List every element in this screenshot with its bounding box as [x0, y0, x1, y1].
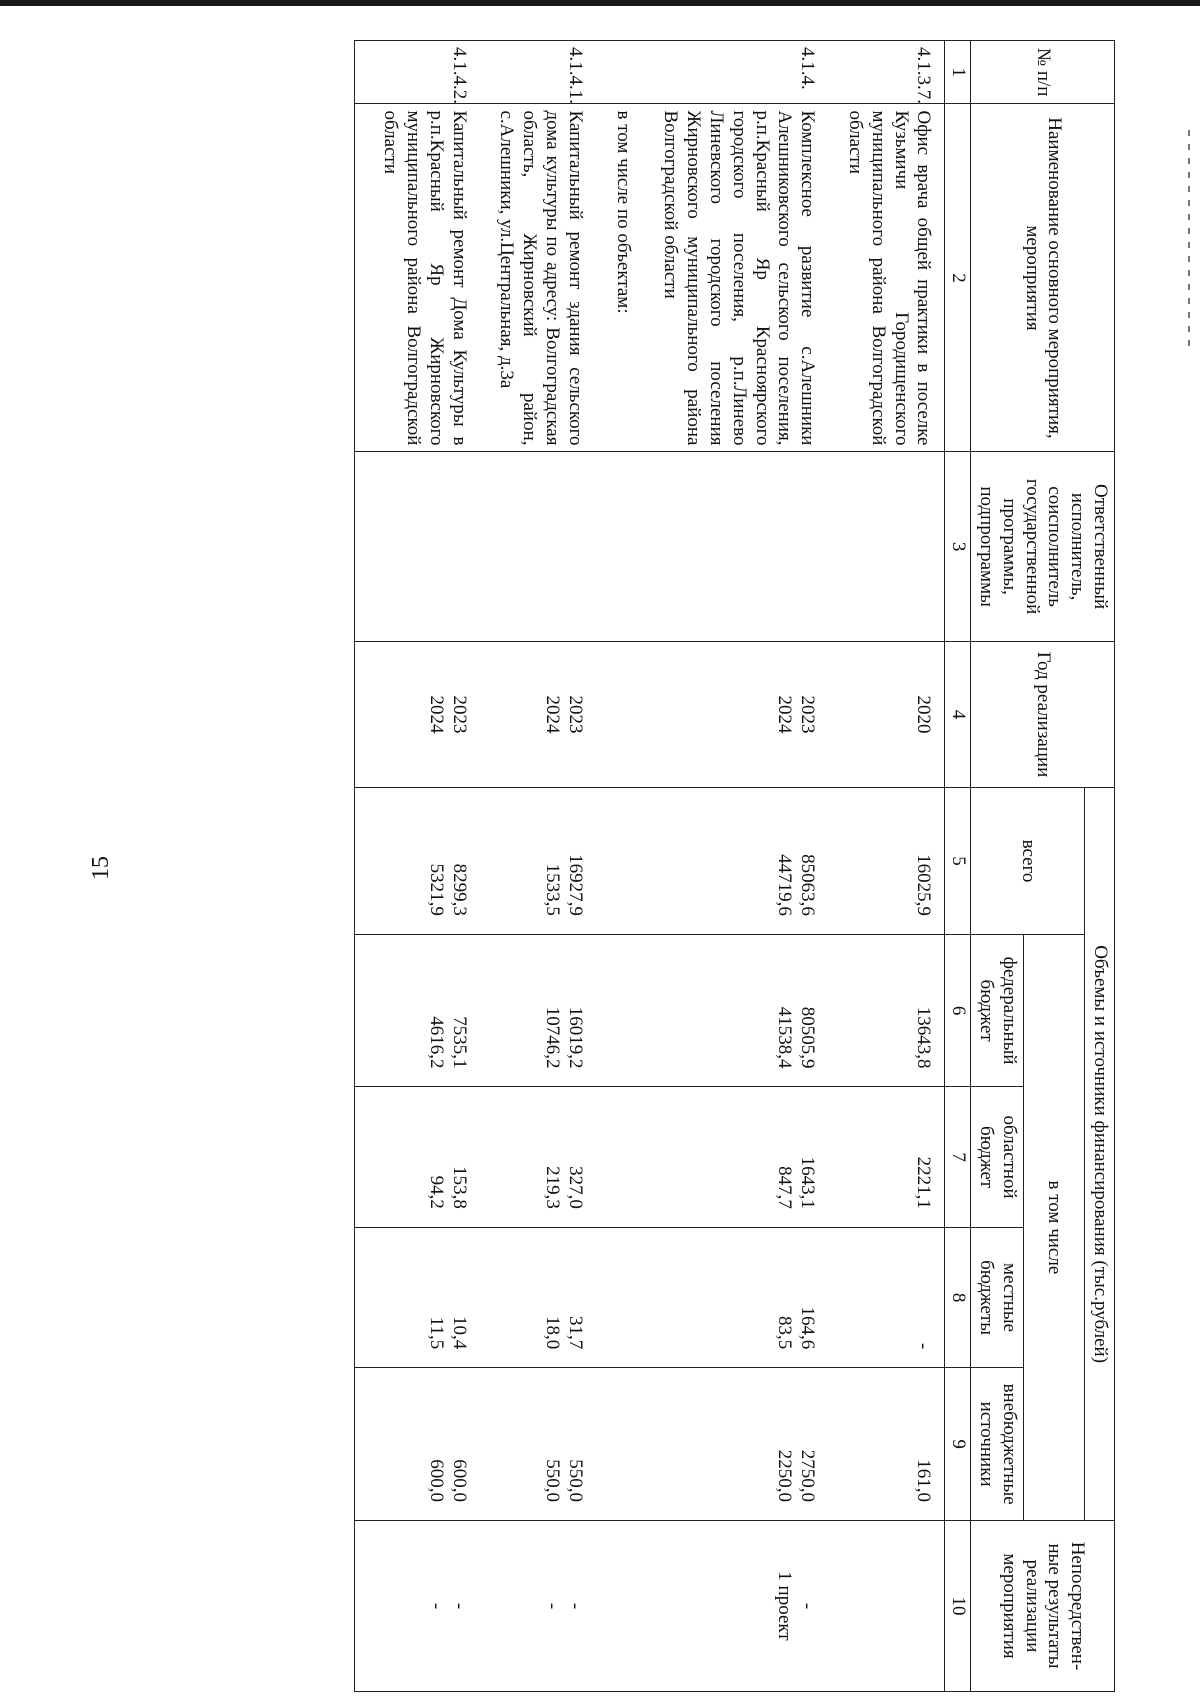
row-number — [608, 41, 656, 104]
header-extra: внебюджетные источники — [971, 1368, 1024, 1521]
cell-extra — [492, 1368, 608, 1521]
header-local: местные бюджеты — [971, 1227, 1024, 1367]
cell-year — [492, 641, 608, 788]
cell-value: 80505,9 — [797, 1006, 819, 1069]
row-executor — [840, 452, 945, 641]
column-number: 10 — [945, 1520, 971, 1691]
scan-edge — [0, 0, 1200, 6]
column-number: 8 — [945, 1227, 971, 1367]
table-filler-row — [355, 41, 376, 1692]
table-row — [375, 41, 491, 1692]
cell-value: - — [797, 1602, 819, 1610]
cell-value: - — [542, 1602, 564, 1610]
cell-value: 85063,6 — [797, 854, 819, 916]
cell-extra — [840, 1368, 945, 1521]
cell-local — [608, 1227, 656, 1367]
cell-results — [608, 1520, 656, 1691]
cell-value: 2250,0 — [774, 1449, 796, 1502]
empty-cell — [355, 41, 376, 104]
cell-total — [375, 788, 491, 935]
cell-value: 4616,2 — [425, 1016, 447, 1069]
cell-regional — [656, 1087, 841, 1227]
cell-federal — [656, 934, 841, 1087]
cell-total — [656, 788, 841, 935]
row-name: Комплексное развитие с.Алешники Алешниковского сельского поселения, р.п.Красный Яр Красноярского городского поселения, р.п.Линево Линевского городского поселения Жирновского муниципального района Волгоградской области — [656, 104, 841, 452]
cell-value: 600,0 — [448, 1459, 470, 1502]
cell-value: - — [425, 1602, 447, 1610]
row-number: 4.1.4.1. — [492, 41, 608, 104]
empty-cell — [355, 788, 376, 935]
header-total: всего — [971, 788, 1085, 935]
empty-cell — [355, 1227, 376, 1367]
row-executor — [492, 452, 608, 641]
cell-value: 153,8 — [448, 1166, 470, 1209]
table-row — [840, 41, 945, 1692]
cell-value: 1 проект — [774, 1571, 796, 1641]
table-row — [608, 41, 656, 1692]
column-number: 6 — [945, 934, 971, 1087]
empty-cell — [355, 1087, 376, 1227]
cell-federal — [492, 934, 608, 1087]
column-number: 4 — [945, 641, 971, 788]
cell-total — [608, 788, 656, 935]
header-no: № п/п — [971, 41, 1115, 104]
row-name: Капитальный ремонт здания сельского дома культуры по адресу: Волгоградская область, Жирновский район, с.Алешники, ул.Центральная, д.3а — [492, 104, 608, 452]
header-federal: федеральный бюджет — [971, 934, 1024, 1087]
column-number-row — [945, 41, 971, 1692]
cell-value: 161,0 — [913, 1459, 935, 1502]
cell-year — [375, 641, 491, 788]
cell-regional — [608, 1087, 656, 1227]
row-executor — [608, 452, 656, 641]
column-number: 7 — [945, 1087, 971, 1227]
cell-value: 2024 — [542, 695, 564, 734]
cell-value: 16025,9 — [913, 854, 935, 916]
cell-value: 2023 — [797, 695, 819, 734]
table-row — [492, 41, 608, 1692]
cell-results — [375, 1520, 491, 1691]
cell-local — [840, 1227, 945, 1367]
row-name: Офис врача общей практики в поселке Кузьмичи Городищенского муниципального района Волгоградской области — [840, 104, 945, 452]
cell-value: 2221,1 — [913, 1156, 935, 1209]
cell-value: 41538,4 — [774, 1006, 796, 1069]
empty-cell — [355, 452, 376, 641]
row-executor — [375, 452, 491, 641]
row-executor — [656, 452, 841, 641]
cell-year — [656, 641, 841, 788]
cell-regional — [840, 1087, 945, 1227]
cell-extra — [375, 1368, 491, 1521]
cell-value: 600,0 — [425, 1459, 447, 1502]
cell-results — [492, 1520, 608, 1691]
row-number: 4.1.4. — [656, 41, 841, 104]
cell-value: 2750,0 — [797, 1449, 819, 1502]
funding-table — [354, 40, 1115, 1692]
cell-value: 550,0 — [564, 1459, 586, 1502]
cell-regional — [492, 1087, 608, 1227]
cell-value: 1643,1 — [797, 1156, 819, 1209]
header-including: в том числе — [1023, 934, 1084, 1520]
cell-value: 847,7 — [774, 1166, 796, 1209]
header-executor: Ответственный исполнитель, соисполнитель государственной программы, подпрограммы — [971, 452, 1115, 641]
cell-value: 2023 — [564, 695, 586, 734]
cell-value: 13643,8 — [913, 1006, 935, 1069]
header-name: Наименование основного мероприятия, мероприятия — [971, 104, 1115, 452]
cell-regional — [375, 1087, 491, 1227]
cell-value: - — [564, 1602, 586, 1610]
cell-value: 10746,2 — [542, 1006, 564, 1069]
cell-total — [492, 788, 608, 935]
cell-local — [492, 1227, 608, 1367]
cell-extra — [608, 1368, 656, 1521]
cell-value: 7535,1 — [448, 1016, 470, 1069]
cell-value: 8299,3 — [448, 863, 470, 916]
header-results: Непосредствен-ные результаты реализации мероприятия — [971, 1520, 1115, 1691]
cell-value: 219,3 — [542, 1166, 564, 1209]
empty-cell — [355, 641, 376, 788]
cell-value: 16927,9 — [564, 854, 586, 916]
cell-federal — [840, 934, 945, 1087]
empty-cell — [355, 934, 376, 1087]
cell-value: 2020 — [913, 695, 935, 734]
cell-results — [656, 1520, 841, 1691]
cell-value: - — [913, 1342, 935, 1350]
cell-year — [608, 641, 656, 788]
column-number: 9 — [945, 1368, 971, 1521]
column-number: 2 — [945, 104, 971, 452]
empty-cell — [355, 1368, 376, 1521]
row-name: Капитальный ремонт Дома Культуры в р.п.Красный Яр Жирновского муниципального района Волгоградской области — [375, 104, 491, 452]
cell-value: 1533,5 — [542, 863, 564, 916]
header-regional: областной бюджет — [971, 1087, 1024, 1227]
cell-value: - — [448, 1602, 470, 1610]
row-number: 4.1.4.2. — [375, 41, 491, 104]
table-header — [945, 41, 1115, 1692]
header-year: Год реализации — [971, 641, 1115, 788]
cell-value — [912, 1527, 935, 1685]
table-body — [355, 41, 945, 1692]
column-number: 3 — [945, 452, 971, 641]
column-number: 1 — [945, 41, 971, 104]
cell-local — [375, 1227, 491, 1367]
scan-artifact — [1188, 130, 1190, 350]
cell-local — [656, 1227, 841, 1367]
row-subheading: в том числе по объектам: — [608, 104, 656, 452]
cell-value: 327,0 — [564, 1166, 586, 1209]
cell-value: 11,5 — [425, 1316, 447, 1350]
cell-value: 2023 — [448, 695, 470, 734]
cell-value: 2024 — [425, 695, 447, 734]
cell-value: 94,2 — [425, 1175, 447, 1209]
cell-value: 44719,6 — [774, 854, 796, 916]
empty-cell — [355, 1520, 376, 1691]
cell-value: 550,0 — [542, 1459, 564, 1502]
empty-cell — [355, 104, 376, 452]
row-number: 4.1.3.7. — [840, 41, 945, 104]
cell-extra — [656, 1368, 841, 1521]
column-number: 5 — [945, 788, 971, 935]
cell-value: 2024 — [774, 695, 796, 734]
cell-federal — [608, 934, 656, 1087]
cell-value: 31,7 — [564, 1316, 586, 1350]
cell-results — [840, 1520, 945, 1691]
header-funding: Объемы и источники финансирования (тыс.рублей) — [1085, 788, 1115, 1521]
cell-value: 16019,2 — [564, 1006, 586, 1069]
cell-federal — [375, 934, 491, 1087]
cell-value: 18,0 — [542, 1316, 564, 1350]
cell-total — [840, 788, 945, 935]
cell-value: 164,6 — [797, 1306, 819, 1350]
cell-value: 5321,9 — [425, 863, 447, 916]
table-row — [656, 41, 841, 1692]
page-number: 15 — [88, 856, 114, 880]
cell-year — [840, 641, 945, 788]
cell-value: 83,5 — [774, 1316, 796, 1350]
rotated-page-content — [140, 40, 1115, 1692]
cell-value: 10,4 — [448, 1316, 470, 1350]
